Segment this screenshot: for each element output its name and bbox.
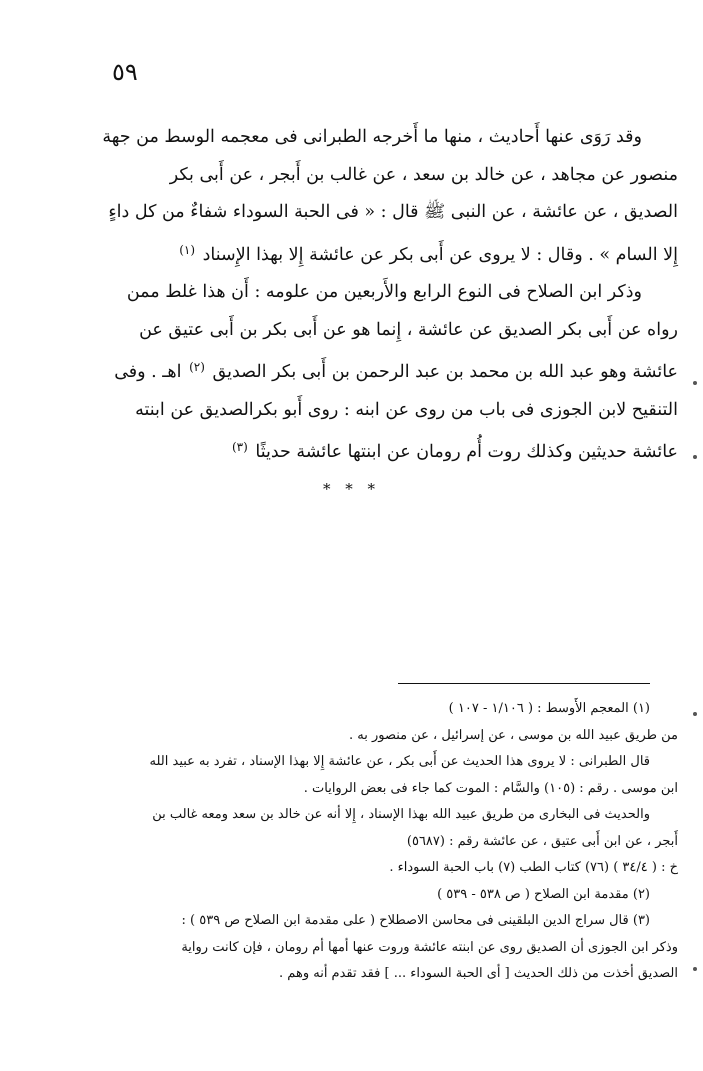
margin-mark	[693, 712, 697, 716]
footnote-ref-1[interactable]: (١)	[179, 242, 196, 257]
main-line: التنقيح لابن الجوزى فى باب من روى عن ابنه : روى أَبو بكرالصديق عن ابنته	[135, 399, 678, 420]
main-line	[58, 233, 678, 274]
margin-mark	[693, 455, 697, 459]
main-line	[58, 430, 678, 471]
footnote-line: وذكر ابن الجوزى أن الصديق روى عن ابنته عائشة وروت عنها أمها أم رومان ، فإن كانت رواية	[181, 939, 678, 955]
footnote-line: والحديث فى البخارى من طريق عبيد الله بهذا الإسناد ، إِلا أنه عن خالد بن سعد ومعه غالب بن	[152, 807, 650, 822]
footnote-line: (٣) قال سراج الدين البلقينى فى محاسن الاصطلاح ( على مقدمة ابن الصلاح ص ٥٣٩ ) :	[181, 913, 650, 928]
footnote-divider	[398, 683, 650, 684]
margin-mark	[693, 381, 697, 385]
footnote-line: قال الطبرانى : لا يروى هذا الحديث عن أَبى بكر ، عن عائشة إِلا بهذا الإسناد ، تفرد به عبيد الله	[149, 754, 650, 769]
main-text	[58, 120, 678, 471]
main-line-text: عائشة وهو عبد الله بن محمد بن عبد الرحمن بن أَبى بكر الصديق	[212, 362, 678, 382]
main-line-text: اهـ . وفى	[114, 362, 182, 382]
footnote-line: (٢) مقدمة ابن الصلاح ( ص ٥٣٨ - ٥٣٩ )	[437, 886, 650, 902]
footnote-line: (١) المعجم الأَوسط : ( ١/١٠٦ - ١٠٧ )	[448, 701, 650, 716]
footnote-line: خ : ( ٣٤/٤ ) (٧٦) كتاب الطب (٧) باب الحبة السوداء .	[389, 860, 678, 875]
footnote-ref-3[interactable]: (٣)	[231, 440, 248, 454]
footnote-line: من طريق عبيد الله بن موسى ، عن إسرائيل ، عن منصور به .	[349, 727, 678, 743]
footnotes	[58, 696, 678, 988]
page-number: ٥٩	[112, 58, 138, 86]
footnote-line: ابن موسى . رقم : (١٠٥) والسَّام : الموت كما جاء فى بعض الروايات .	[303, 780, 678, 796]
main-line-text: إِلا السام » . وقال : لا يروى عن أَبى بكر عن عائشة إِلا بهذا الإِسناد	[202, 244, 678, 265]
main-line-text: عائشة حديثين وكذلك روت أُم رومان عن ابنتها عائشة حديثًا	[255, 442, 678, 462]
main-line: وذكر ابن الصلاح فى النوع الرابع والأَربعين من علومه : أَن هذا غلط ممن	[126, 282, 642, 302]
section-separator: * * *	[322, 480, 381, 498]
main-line: رواه عن أَبى بكر الصديق عن عائشة ، إِنما هو عن أَبى بكر بن أَبى عتيق عن	[139, 319, 678, 340]
margin-mark	[693, 967, 697, 971]
footnote-ref-2[interactable]: (٢)	[189, 360, 205, 374]
main-line: وقد رَوَى عنها أَحاديث ، منها ما أَخرجه الطبرانى فى معجمه الوسط من جهة	[102, 127, 642, 147]
footnote-line: الصديق أخذت من ذلك الحديث [ أى الحبة السوداء ... ] فقد تقدم أنه وهم .	[279, 966, 678, 981]
main-line: الصديق ، عن عائشة ، عن النبى ﷺ قال : « فى الحبة السوداء شفاءٌ من كل داءٍ	[108, 202, 678, 222]
main-line: منصور عن مجاهد ، عن خالد بن سعد ، عن غالب بن أَبجر ، عن أَبى بكر	[169, 164, 678, 185]
main-line	[58, 350, 678, 391]
footnote-line: أَبجر ، عن ابن أَبى عتيق ، عن عائشة رقم : (٥٦٨٧)	[406, 833, 678, 849]
